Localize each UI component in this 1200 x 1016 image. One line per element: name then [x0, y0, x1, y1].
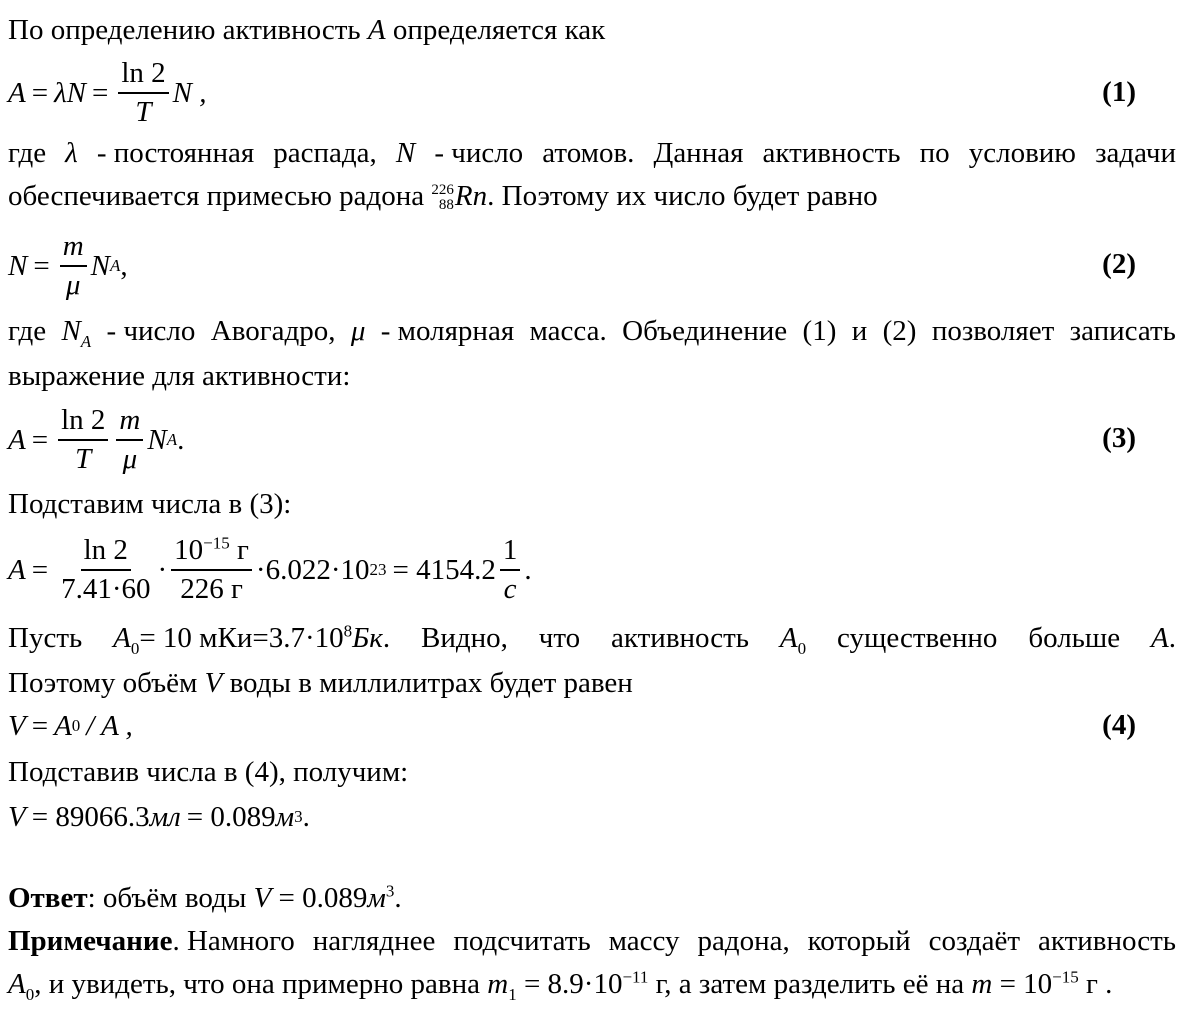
eq3-denominator-1: T: [75, 443, 92, 475]
paragraph-line-13: Подставив числа в (4), получим:: [8, 756, 409, 788]
a0-letter: A: [113, 622, 131, 654]
a-letter: A: [1151, 622, 1169, 654]
eq4-a0: A: [54, 709, 72, 742]
avogadro-symbol: [61, 315, 92, 351]
note2-m1-sub: 1: [508, 984, 517, 1004]
paragraph-line-2: [8, 137, 1176, 170]
answer-text: : объём воды: [87, 882, 247, 914]
eq3-lhs: A: [8, 423, 26, 456]
calc-denominator-2: 226 г: [180, 573, 243, 605]
equation-calculation: A = $\frac{\ln 2}{7.41\cdot 60}$ · $\frac{10^{-15} г}{226 г}$ ·6.022·10 23 = 4154.2 $\frac{1}{c}$ .: [8, 533, 532, 605]
calc-mid: ·6.022·10: [255, 553, 370, 586]
na-sub: A: [80, 331, 92, 351]
note-word: нагляднее: [312, 925, 436, 957]
note-word: . Намного: [172, 925, 295, 957]
p7-text-2: воды в миллилитрах будет равен: [229, 667, 633, 699]
eq2-fraction: [60, 230, 87, 303]
a0-val: = 10 мКи=3.7·10: [139, 622, 344, 654]
intro-end-text: определяется как: [392, 14, 606, 46]
lambda-symbol: λ: [65, 137, 78, 169]
p3-word: масса.: [529, 315, 607, 347]
p3-word: - молярная: [380, 315, 515, 347]
equation-5: V = 89066.3 мл = 0.089 м 3 .: [8, 800, 310, 833]
eq1-number: (1): [1102, 76, 1136, 108]
calc-end: .: [524, 553, 532, 586]
a0-val-exp: 8: [343, 621, 353, 641]
a0b-sub: 0: [797, 638, 807, 658]
p3-word: и: [851, 315, 868, 347]
eq2-denominator: μ: [65, 269, 81, 301]
note2-val-exp: −11: [622, 967, 649, 987]
answer-v: V: [253, 882, 272, 914]
p6-word: Пусть: [8, 622, 83, 654]
a0-value: [113, 621, 391, 658]
eq1-tail: N ,: [172, 76, 207, 109]
p2-text: обеспечивается примесью радона: [8, 180, 425, 212]
eq1-numerator: ln 2: [118, 57, 168, 94]
activity-symbol: A: [367, 14, 386, 46]
equation-2: N = $\frac{m}{\mu}$ N A ,: [8, 229, 128, 301]
p1-word: активность: [762, 137, 901, 169]
p1-word: Данная: [653, 137, 744, 169]
intro-text: По определению активность: [8, 14, 361, 46]
note-word: радона,: [697, 925, 790, 957]
note2-text-2: г, а затем разделить её на: [648, 968, 965, 1000]
eq3-end: .: [177, 423, 185, 456]
eq1-lhs: A: [8, 76, 26, 109]
p3-word: позволяет: [931, 315, 1055, 347]
eq5-end: .: [302, 800, 310, 833]
p7-text-1: Поэтому объём: [8, 667, 198, 699]
eq1-denominator: T: [135, 96, 152, 128]
calc-numerator-2: [171, 534, 252, 571]
answer-end: .: [394, 882, 402, 914]
calc-num2-base: 10: [174, 533, 204, 566]
eq4-number: (4): [1102, 709, 1136, 741]
p1-word: атомов.: [542, 137, 635, 169]
calc-result: = 4154.2: [392, 553, 496, 586]
paragraph-line-10: [8, 621, 1176, 658]
calc-numerator-3: 1: [500, 534, 521, 571]
radon-isotope: [431, 183, 454, 215]
calc-num2-exp: −15: [203, 533, 230, 552]
note2-m: m: [971, 968, 993, 1000]
equation-4: V = A 0 / A ,: [8, 709, 133, 742]
eq5-unit-2: м: [275, 800, 295, 833]
paragraph-line-11: [8, 667, 1200, 700]
calc-num2-unit: г: [229, 533, 249, 566]
note-line-2: [8, 967, 1200, 1004]
calc-lhs: A: [8, 553, 26, 586]
eq3-denominator-2: μ: [122, 443, 138, 475]
eq5-lhs: V: [8, 800, 26, 833]
calc-denominator-3: c: [503, 573, 517, 605]
eq4-lhs: V: [8, 709, 26, 742]
note-word: массу: [608, 925, 680, 957]
note2-text-1: , и увидеть, что она примерно равна: [34, 968, 480, 1000]
p6-word: Видно,: [420, 622, 508, 654]
p3-word: где: [8, 315, 47, 347]
eq4-rest: / A ,: [86, 709, 133, 742]
eq1-fraction: [118, 57, 168, 130]
p3-word: (2): [882, 315, 917, 347]
paragraph-line-6: выражение для активности:: [8, 360, 351, 392]
volume-symbol: V: [204, 667, 223, 699]
note2-mval: = 10: [999, 968, 1053, 1000]
note-label: Примечание: [8, 925, 173, 957]
note2-a0: A: [8, 968, 26, 1000]
a-symbol-end: [1151, 622, 1176, 655]
calc-denominator-1: 7.41·60: [61, 573, 151, 605]
eq2-tail: N: [90, 249, 110, 282]
element-symbol: Rn: [454, 180, 488, 212]
p3-word: - число: [106, 315, 196, 347]
note2-m1: m: [487, 968, 509, 1000]
p2-end: . Поэтому их число будет равно: [487, 180, 878, 212]
mu-symbol: μ: [350, 315, 366, 347]
calc-fraction-1: [58, 534, 153, 607]
eq3-number: (3): [1102, 422, 1136, 454]
p3-word: Авогадро,: [210, 315, 336, 347]
a0b-symbol: [779, 622, 807, 658]
calc-fraction-2: [171, 534, 252, 607]
na-letter: N: [61, 315, 81, 347]
answer-val: = 0.089: [278, 882, 368, 914]
eq1-mid: λN: [54, 76, 86, 109]
a-dot: .: [1168, 622, 1176, 654]
paragraph-line-3: [8, 180, 1200, 214]
eq5-mid: = 0.089: [186, 800, 276, 833]
calc-numerator-1: ln 2: [81, 534, 131, 571]
p1-word: по: [919, 137, 950, 169]
p3-word: Объединение: [622, 315, 788, 347]
p6-word: что: [538, 622, 581, 654]
note2-val: = 8.9·10: [523, 968, 623, 1000]
eq3-fraction-2: [116, 404, 143, 477]
note2-a0-sub: 0: [25, 984, 35, 1004]
a0-sub: 0: [130, 638, 140, 658]
n-symbol: N: [395, 137, 416, 169]
isotope-mass: 226: [431, 181, 454, 198]
eq3-tail: N: [147, 423, 167, 456]
calc-fraction-3: [500, 534, 521, 607]
answer-label: Ответ: [8, 882, 88, 914]
eq2-numerator: m: [60, 230, 87, 267]
isotope-charge: 88: [438, 197, 454, 214]
answer-line: [8, 882, 1200, 915]
note-word: активность: [1038, 925, 1176, 957]
p1-word: задачи: [1095, 137, 1176, 169]
p1-word: где: [8, 137, 47, 169]
eq5-val: = 89066.3: [31, 800, 150, 833]
note-line-1: [8, 925, 1176, 958]
p1-word: - постоянная: [96, 137, 255, 169]
eq2-lhs: N: [8, 249, 28, 282]
p3-word: записать: [1069, 315, 1176, 347]
note2-text-3: г .: [1078, 968, 1113, 1000]
note-word: создаёт: [928, 925, 1021, 957]
note-word: который: [807, 925, 911, 957]
a0-unit: Бк: [352, 622, 383, 654]
eq2-end: ,: [120, 249, 128, 282]
intro-line: [8, 14, 1200, 47]
paragraph-line-5: [8, 315, 1176, 351]
equation-3: A = $\frac{\ln 2}{T}$ $\frac{m}{\mu}$ N A .: [8, 403, 185, 475]
answer-unit: м: [367, 882, 386, 914]
answer-exp: 3: [385, 881, 395, 901]
p3-word: (1): [802, 315, 837, 347]
eq3-fraction-1: [58, 404, 108, 477]
p1-word: условию: [968, 137, 1076, 169]
a0-dot: .: [382, 622, 391, 654]
p1-word: распада,: [273, 137, 377, 169]
p6-word: активность: [611, 622, 750, 654]
eq3-numerator-2: m: [116, 404, 143, 441]
note2-m-exp: −15: [1052, 967, 1079, 987]
equation-1: A = λN = $\frac{\ln 2}{T}$ N ,: [8, 56, 207, 128]
eq2-number: (2): [1102, 248, 1136, 280]
eq3-numerator-1: ln 2: [58, 404, 108, 441]
p6-word: существенно: [837, 622, 998, 654]
eq5-unit-1: мл: [149, 800, 181, 833]
note-word: подсчитать: [453, 925, 591, 957]
p1-word: - число: [434, 137, 524, 169]
a0b-letter: A: [779, 622, 798, 654]
p6-word: больше: [1028, 622, 1121, 654]
paragraph-line-8: Подставим числа в (3):: [8, 488, 292, 520]
